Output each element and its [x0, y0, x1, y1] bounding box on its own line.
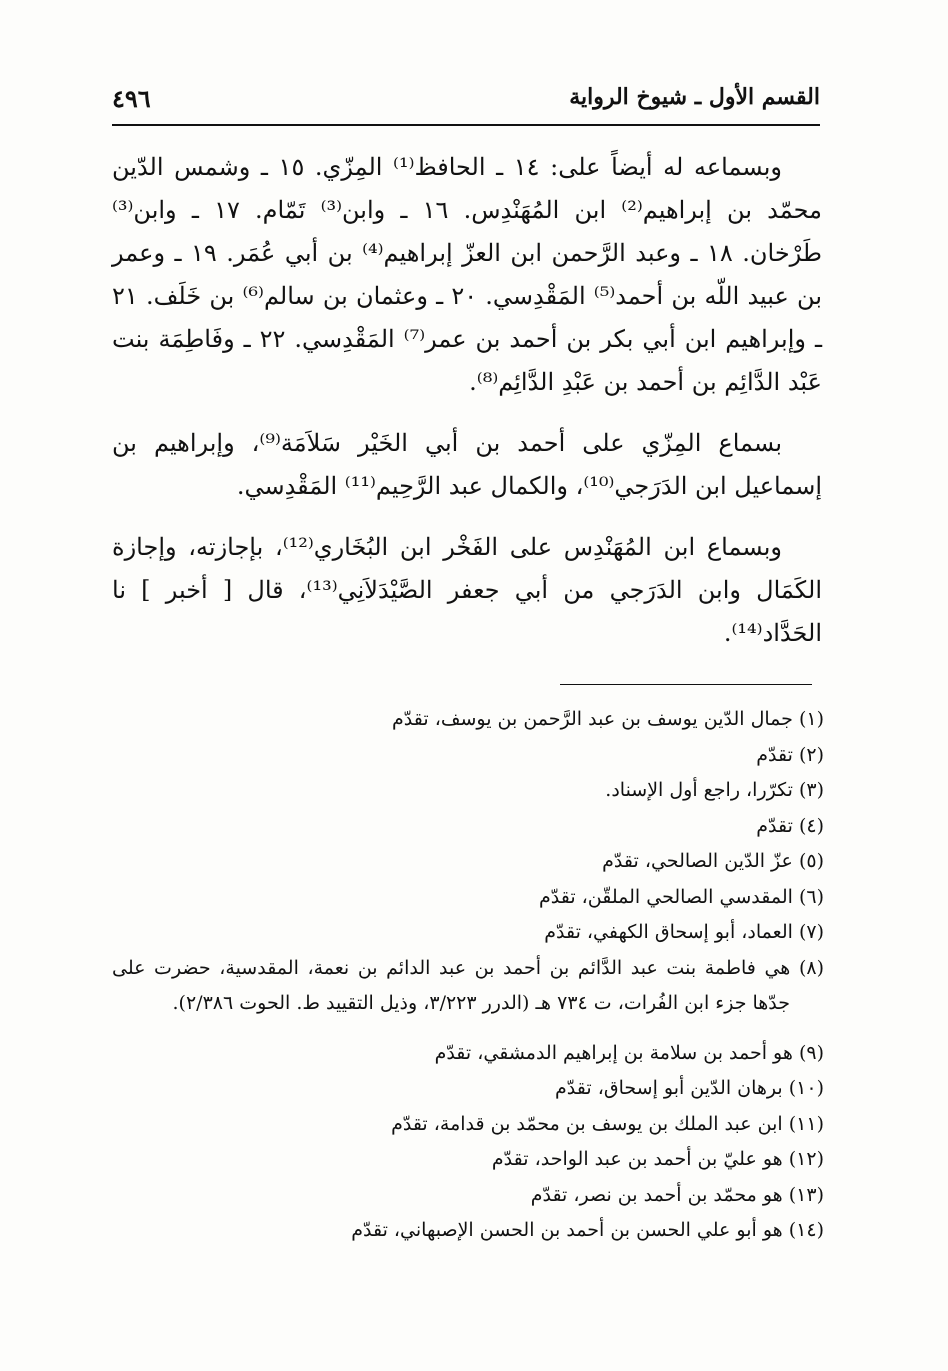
footnote-number: (١٤)	[788, 1219, 824, 1241]
footnote-text: ابن عبد الملك بن يوسف بن محمّد بن قدامة، تقدّم	[391, 1112, 783, 1135]
footnote-text: هو عليّ بن أحمد بن عبد الواحد، تقدّم	[491, 1148, 783, 1170]
footnote-text: تقدّم	[756, 743, 793, 766]
footnote-14	[112, 1213, 824, 1249]
footnote-text: برهان الدّين أبو إسحاق، تقدّم	[555, 1077, 783, 1099]
footnote-separator	[560, 684, 812, 685]
footnote-9	[112, 1036, 824, 1072]
paragraph-1: وبسماعه له أيضاً على: ١٤ ـ الحافظ⁽¹⁾ المِزّي. ١٥ ـ وشمس الدّين محمّد بن إبراهيم⁽²⁾ ابن المُهَنْدِس. ١٦ ـ وابن⁽³⁾ تَمّام. ١٧ ـ وابن⁽³⁾ طَرْخان. ١٨ ـ وعبد الرَّحمن ابن العزّ إبراهيم⁽⁴⁾ بن أبي عُمَر. ١٩ ـ وعمر بن عبيد اللّه بن أحمد⁽⁵⁾ المَقْدِسي. ٢٠ ـ وعثمان بن سالم⁽⁶⁾ بن خَلَف. ٢١ ـ وإبراهيم ابن أبي بكر بن أحمد بن عمر⁽⁷⁾ المَقْدِسي. ٢٢ ـ وفَاطِمَة بنت عَبْد الدَّائِم بن أحمد بن عَبْدِ الدَّائِم⁽⁸⁾.	[112, 153, 823, 396]
footnote-text: العماد، أبو إسحاق الكهفي، تقدّم	[544, 921, 793, 943]
footnote-5	[112, 844, 824, 880]
footnote-number: (٣)	[798, 779, 824, 801]
footnote-text: جمال الدّين يوسف بن عبد الرَّحمن بن يوسف، تقدّم	[392, 708, 793, 730]
footnote-text: المقدسي الصالحي الملقّن، تقدّم	[538, 885, 793, 908]
footnote-11	[112, 1107, 824, 1143]
footnote-number: (٥)	[798, 850, 824, 872]
footnote-number: (٧)	[798, 921, 824, 943]
footnote-number: (٨)	[798, 956, 824, 979]
footnote-13	[112, 1178, 824, 1214]
footnote-text: تقدّم	[756, 814, 793, 837]
paragraph-2: بسماع المِزّي على أحمد بن أبي الخَيْر سَلاَمَة⁽⁹⁾، وإبراهيم بن إسماعيل ابن الدَرَجي⁽¹⁰⁾، والكمال عبد الرَّحِيم⁽¹¹⁾ المَقْدِسي.	[112, 429, 822, 500]
footnote-2	[112, 738, 824, 774]
footnote-number: (٢)	[798, 743, 824, 766]
section-title: القسم الأول ـ شيوخ الرواية	[569, 84, 820, 110]
running-header	[112, 80, 820, 126]
footnote-10	[112, 1071, 824, 1107]
footnote-3	[112, 773, 824, 809]
footnote-1	[112, 702, 824, 738]
footnotes	[112, 702, 824, 1249]
footnote-4	[112, 809, 824, 845]
footnote-12	[112, 1142, 824, 1178]
footnote-number: (١٠)	[788, 1077, 824, 1099]
footnote-number: (٩)	[798, 1041, 824, 1064]
footnote-text: هو أحمد بن سلامة بن إبراهيم الدمشقي، تقدّم	[434, 1041, 793, 1064]
footnote-text: تكرّرا، راجع أول الإسناد.	[605, 779, 793, 801]
footnote-7	[112, 915, 824, 951]
footnote-number: (٤)	[798, 814, 824, 837]
paragraph-3: وبسماع ابن المُهَنْدِس على الفَخْر ابن البُخَاري⁽¹²⁾، بإجازته، وإجازة الكَمَال وابن الدَرَجي من أبي جعفر الصَّيْدَلاَنِي⁽¹³⁾، قال [ أخبر ] نا الحَدَّاد⁽¹⁴⁾.	[112, 533, 822, 647]
footnote-number: (١٣)	[788, 1183, 824, 1206]
footnote-text: عزّ الدّين الصالحي، تقدّم	[602, 850, 793, 872]
footnote-number: (٦)	[798, 885, 824, 908]
footnote-number: (١٢)	[788, 1148, 824, 1170]
footnote-8	[112, 951, 824, 1022]
footnote-6	[112, 880, 824, 916]
footnote-text: هو أبو علي الحسن بن أحمد بن الحسن الإصبهاني، تقدّم	[351, 1219, 783, 1241]
page-number: ٤٩٦	[112, 84, 151, 113]
footnote-text: هو محمّد بن أحمد بن نصر، تقدّم	[530, 1183, 783, 1206]
footnote-text: هي فاطمة بنت عبد الدَّائم بن أحمد بن عبد الدائم بن نعمة، المقدسية، حضرت على جدّها جزء ابن الفُرات، ت ٧٣٤ هـ (الدرر ٣/٢٢٣، وذيل التقييد ط. الحوت ٢/٣٨٦).	[112, 956, 791, 1014]
main-text	[112, 146, 822, 655]
footnote-number: (١)	[798, 708, 824, 730]
footnote-number: (١١)	[788, 1112, 824, 1135]
